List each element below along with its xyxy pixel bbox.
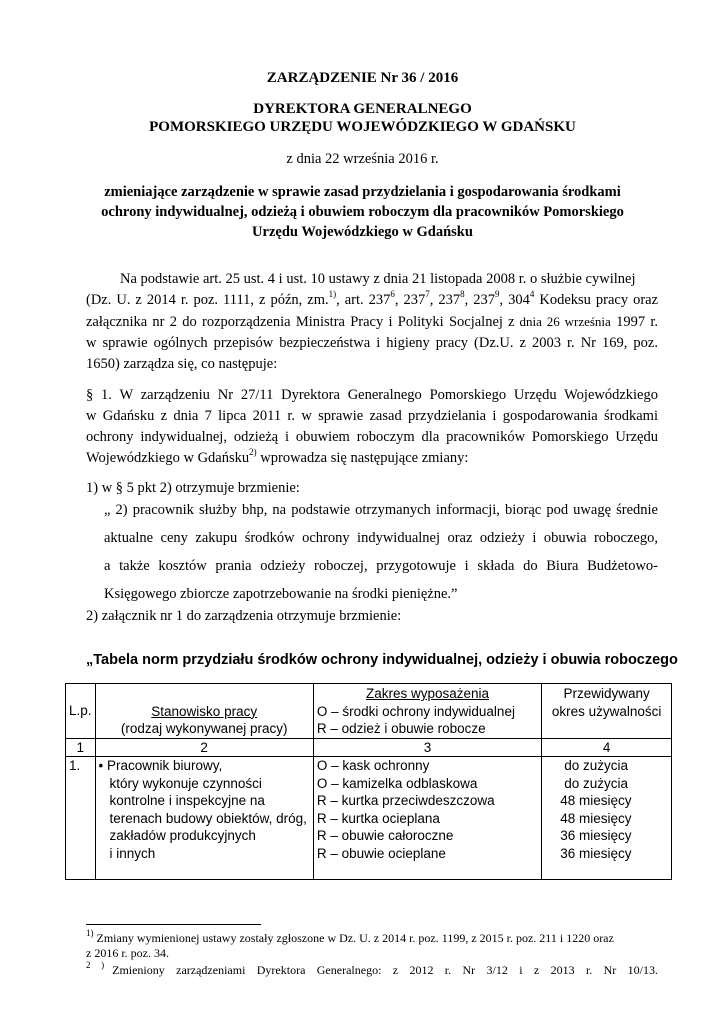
item: R – obuwie całoroczne [316,828,454,843]
item: R – kurtka przeciwdeszczowa [316,793,495,808]
preamble [86,269,658,375]
header-scope-title: Zakres wyposażenia [365,686,490,701]
change-1-quote [104,496,658,608]
header-position [95,684,313,739]
table-title: „Tabela norm przydziału środków ochrony indywidualnej, odzieży i obuwia roboczego [86,652,678,668]
header-scope-r: R – odzież i obuwie robocze [316,721,486,736]
item: O – kask ochronny [316,758,430,773]
col-number: 3 [313,738,541,757]
norms-table [65,683,672,880]
period: 48 miesięcy [560,793,632,808]
header-position-sub: (rodzaj wykonywanej pracy) [120,721,288,736]
document-date: z dnia 22 września 2016 r. [286,151,439,167]
row-position: • Pracownik biurowy, który wykonuje czynności kontrolne i inspekcyjne na terenach budowy obiektów, dróg, zakładów produkcyjnych i innych [95,757,313,880]
item: R – obuwie ocieplane [316,845,446,861]
header-scope [313,684,541,739]
change-2-intro: 2) załącznik nr 1 do zarządzenia otrzymuje brzmienie: [86,608,402,624]
preamble-line-5: 1650) zarządza się, co następuje: [86,356,278,372]
change-1-intro: 1) w § 5 pkt 2) otrzymuje brzmienie: [86,480,300,496]
issuer-line-2: POMORSKIEGO URZĘDU WOJEWÓDZKIEGO W GDAŃSKU [149,119,576,135]
footnote-separator [86,924,261,925]
preamble-line-4: w sprawie ogólnych przepisów bezpieczeństwa i higieny pracy (Dz.U. z 2003 r. Nr 169, poz. [86,335,658,351]
subject-line-2: ochrony indywidualnej, odzieżą i obuwiem roboczym dla pracowników Pomorskiego [101,204,624,220]
footnote-1: $^{1)}$ Zmiany wymienionej ustawy zostały zgłoszone w Dz. U. z 2014 r. poz. 1199, z 2015 r. poz. 211 i 1220 oraz z 2016 r. poz. 34. [86,928,614,960]
row-lp: 1. [66,757,96,880]
subject-line-1: zmieniające zarządzenie w sprawie zasad przydzielania i gospodarowania środkami [104,184,621,200]
quote-line-2: aktualne ceny zakupu środków ochrony indywidualnej oraz odzieży i obuwia roboczego, [104,530,658,546]
section-1-line-1: § 1. W zarządzeniu Nr 27/11 Dyrektora Generalnego Pomorskiego Urzędu Wojewódzkiego [86,387,658,403]
preamble-line-2: (Dz. U. z 2014 r. poz. 1111, z późn, zm.$^{1)}$, art. $237^6$, $237^7$, $237^8$, $237^9$, $304^4$ Kodeksu pracy oraz [86,289,659,308]
subject-line-3: Urzędu Wojewódzkiego w Gdańsku [252,224,473,240]
footnote-ref-2: 2) [249,447,257,458]
document-title: ZARZĄDZENIE Nr 36 / 2016 [266,70,459,86]
preamble-line-1: Na podstawie art. 25 ust. 4 i ust. 10 ustawy z dnia 21 listopada 2008 r. o służbie cywilnej [120,271,636,287]
issuer-line-1: DYREKTORA GENERALNEGO [253,101,472,117]
header-lp: L.p. [66,684,96,739]
footnote-2: $^{2 )}$ Zmieniony zarządzeniami Dyrektora Generalnego: z 2012 r. Nr 3/12 i z 2013 r. Nr 10/13. [86,960,658,977]
col-number: 4 [542,738,672,757]
section-1-line-2: w Gdańsku z dnia 7 lipca 2011 r. w sprawie zasad przydzielania i gospodarowania środkami [86,408,658,424]
footnote-ref-1: 1) [328,289,337,300]
item: R – kurtka ocieplana [316,810,440,826]
period: do zużycia [564,758,628,773]
quote-line-4: Księgowego zbiorcze zapotrzebowanie na środki pieniężne.” [104,586,458,602]
item: O – kamizelka odblaskowa [316,775,478,791]
header-period: Przewidywany okres używalności [542,684,672,739]
row-periods [542,757,672,880]
section-1 [86,385,658,469]
header-position-main: Stanowisko pracy [151,703,258,719]
period: 36 miesięcy [560,845,632,861]
period: 48 miesięcy [560,810,632,826]
period: do zużycia [564,775,628,791]
header-scope-o: O – środki ochrony indywidualnej [316,703,515,719]
quote-line-1: „ 2) pracownik służby bhp, na podstawie otrzymanych informacji, biorąc pod uwagę średnie [104,502,658,518]
period: 36 miesięcy [560,828,632,843]
col-number: 2 [95,738,313,757]
quote-line-3: a także kosztów prania odzieży roboczej, przygotowuje i składa do Biura Budżetowo- [104,558,658,574]
table-row [66,757,672,880]
preamble-line-3: załącznika nr 2 do rozporządzenia Ministra Pracy i Polityki Socjalnej z dnia 26 września 1997 r. [86,314,658,330]
table-numbering-row [66,738,672,757]
section-1-line-3: ochrony indywidualnej, odzieżą i obuwiem roboczym dla pracowników Pomorskiego Urzędu [86,429,658,445]
section-1-line-4: Wojewódzkiego w Gdańsku$^{2)}$ wprowadza się następujące zmiany: [86,447,469,466]
col-number: 1 [66,738,96,757]
table-header-row [66,684,672,739]
row-items [313,757,541,880]
